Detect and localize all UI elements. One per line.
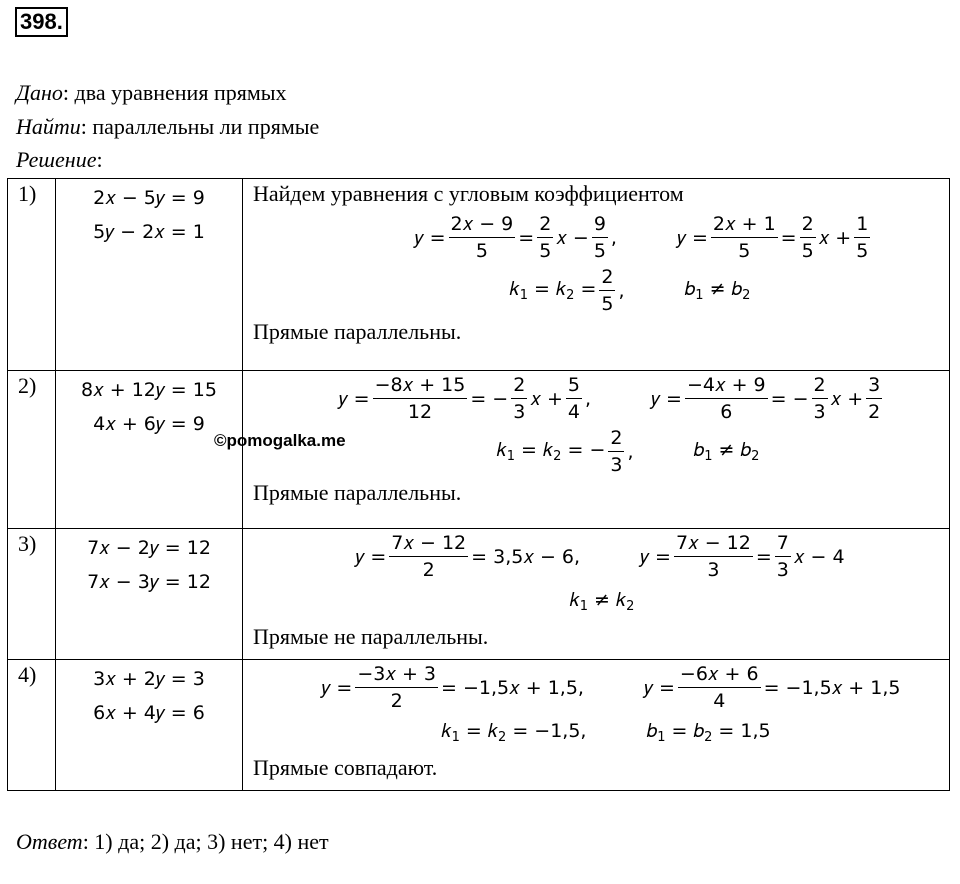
table-row <box>8 529 950 660</box>
solution-conclusion: Прямые не параллельны. <box>253 624 489 649</box>
coefficient-row: 𝑘$_1$ ≠ 𝑘$_2$ <box>569 589 635 614</box>
row-index: 4) <box>8 660 56 791</box>
solution-conclusion: Прямые совпадают. <box>253 755 438 780</box>
find-text: : параллельны ли прямые <box>80 114 320 139</box>
answer-line <box>16 829 329 855</box>
find-line <box>16 114 319 140</box>
coefficient-row: 𝑘$_1$ = 𝑘$_2$ = −1,5, 𝑏$_1$ = 𝑏$_2$ = 1,5 <box>441 720 771 745</box>
slope-formula-row: 𝑦 = $\frac{\text{2𝑥 − 9}}{5}$ = $\frac{2}{5}$ 𝑥 − $\frac{9}{5}$ , 𝑦 = $\frac{\text{2𝑥 + 1}}{5}$ = $\frac{2}{5}$ 𝑥 + $\frac{1}{5}$ <box>414 213 869 262</box>
given-line <box>16 80 287 106</box>
equation-system <box>56 529 243 660</box>
watermark: ©pomogalka.me <box>214 431 346 450</box>
table-row <box>8 179 950 371</box>
problem-number: 398. <box>15 7 68 37</box>
equation-2: 7𝑥 − 3𝑦 = 12 <box>87 571 211 593</box>
answer-text: : 1) да; 2) да; 3) нет; 4) нет <box>82 829 329 854</box>
solution-cell <box>243 660 950 791</box>
solution-label: Решение <box>16 147 97 172</box>
slope-formula-row: 𝑦 = $\frac{\text{−3𝑥 + 3}}{2}$ = −1,5𝑥 + 1,5, 𝑦 = $\frac{\text{−6𝑥 + 6}}{4}$ = −1,5𝑥 + 1,5 <box>321 663 901 712</box>
equation-1: 3𝑥 + 2𝑦 = 3 <box>93 668 205 690</box>
coefficient-row: 𝑘$_1$ = 𝑘$_2$ = − $\frac{2}{3}$ , 𝑏$_1$ ≠ 𝑏$_2$ <box>496 427 760 476</box>
equation-1: 8𝑥 + 12𝑦 = 15 <box>81 379 217 401</box>
equation-2: 4𝑥 + 6𝑦 = 9 <box>93 413 205 435</box>
table-row <box>8 660 950 791</box>
solution-cell <box>243 179 950 371</box>
equation-1: 7𝑥 − 2𝑦 = 12 <box>87 537 211 559</box>
solution-intro: Найдем уравнения с угловым коэффициентом <box>253 181 684 206</box>
solution-colon: : <box>96 147 103 172</box>
equation-2: 5𝑦 − 2𝑥 = 1 <box>93 221 205 243</box>
given-label: Дано <box>16 80 63 105</box>
solution-cell <box>243 529 950 660</box>
equation-system <box>56 179 243 371</box>
row-index: 3) <box>8 529 56 660</box>
find-label: Найти <box>16 114 81 139</box>
slope-formula-row: 𝑦 = $\frac{\text{7𝑥 − 12}}{2}$ = 3,5𝑥 − 6, 𝑦 = $\frac{\text{7𝑥 − 12}}{3}$ = $\frac{7}{3}$ 𝑥 − 4 <box>355 532 845 581</box>
solution-conclusion: Прямые параллельны. <box>253 319 462 344</box>
coefficient-row: 𝑘$_1$ = 𝑘$_2$ = $\frac{2}{5}$ , 𝑏$_1$ ≠ 𝑏$_2$ <box>509 266 751 315</box>
given-text: : два уравнения прямых <box>62 80 287 105</box>
equation-1: 2𝑥 − 5𝑦 = 9 <box>93 187 205 209</box>
slope-formula-row: 𝑦 = $\frac{\text{−8𝑥 + 15}}{12}$ = − $\frac{2}{3}$ 𝑥 + $\frac{5}{4}$ , 𝑦 = $\frac{\text{−4𝑥 + 9}}{6}$ = − $\frac{2}{3}$ 𝑥 + $\frac{3}{2}$ <box>338 374 881 423</box>
row-index: 2) <box>8 371 56 529</box>
equation-system <box>56 660 243 791</box>
answer-label: Ответ <box>16 829 83 854</box>
equation-2: 6𝑥 + 4𝑦 = 6 <box>93 702 205 724</box>
row-index: 1) <box>8 179 56 371</box>
solution-conclusion: Прямые параллельны. <box>253 480 462 505</box>
solution-line <box>16 147 103 173</box>
solution-cell <box>243 371 950 529</box>
solution-table <box>7 178 950 791</box>
table-row <box>8 371 950 529</box>
